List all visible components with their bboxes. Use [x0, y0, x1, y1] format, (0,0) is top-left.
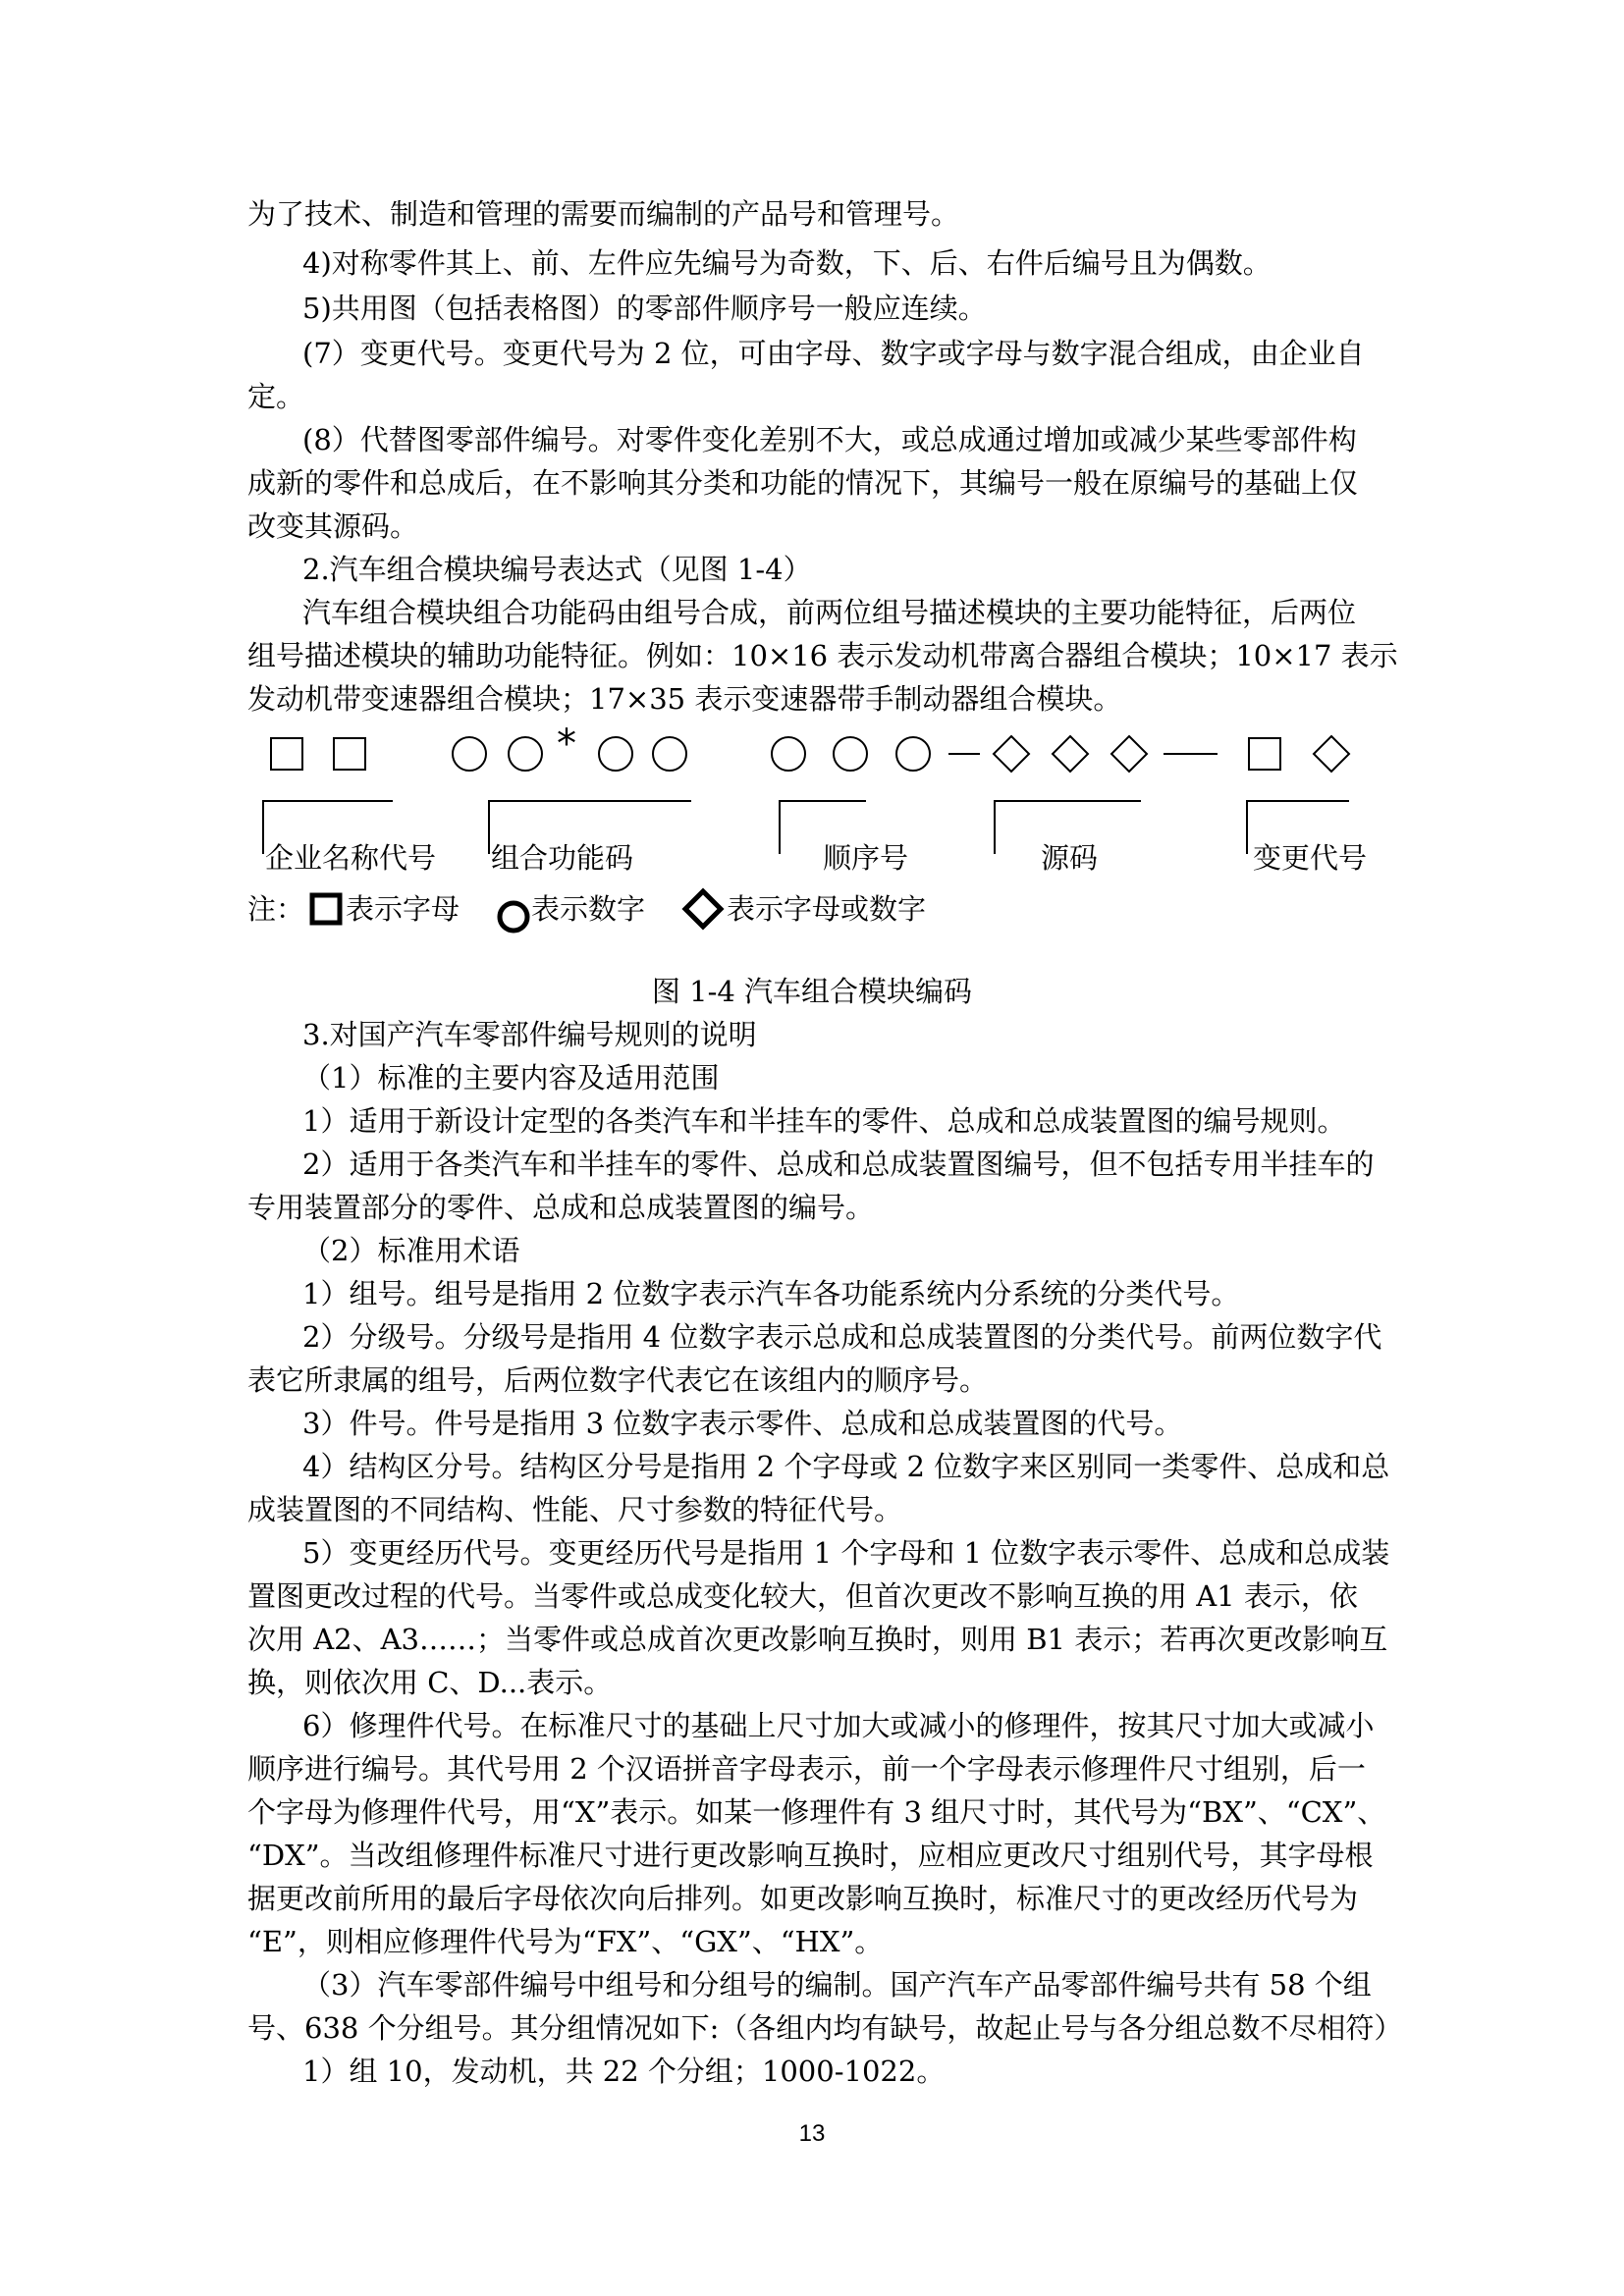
- text-line: 4)对称零件其上、前、左件应先编号为奇数，下、后、右件后编号且为偶数。: [302, 246, 1272, 280]
- text-line: 1）组号。组号是指用 2 位数字表示汽车各功能系统内分系统的分类代号。: [302, 1277, 1240, 1310]
- legend-square-icon: [312, 895, 340, 923]
- text-line: 置图更改过程的代号。当零件或总成变化较大，但首次更改不影响互换的用 A1 表示，依: [247, 1579, 1358, 1613]
- figure-1-4: [0, 0, 1624, 1008]
- legend-diamond-icon: [685, 891, 721, 927]
- label-change-code: 变更代号: [1253, 841, 1368, 875]
- text-line: 2.汽车组合模块编号表达式（见图 1-4）: [302, 553, 812, 586]
- text-line: 6）修理件代号。在标准尺寸的基础上尺寸加大或减小的修理件，按其尺寸加大或减小: [302, 1709, 1375, 1742]
- text-line: “E”，则相应修理件代号为“FX”、“GX”、“HX”。: [247, 1925, 884, 1958]
- text-line: 1）适用于新设计定型的各类汽车和半挂车的零件、总成和总成装置图的编号规则。: [302, 1104, 1346, 1138]
- figure-diagram: [0, 0, 1624, 982]
- legend-circle-icon: [500, 903, 527, 931]
- digit-circle-icon: [896, 737, 930, 771]
- alnum-diamond-icon: [1053, 736, 1088, 772]
- label-sequence-number: 顺序号: [823, 841, 909, 875]
- text-line: （3）汽车零部件编号中组号和分组号的编制。国产汽车产品零部件编号共有 58 个组: [302, 1968, 1372, 2002]
- legend-digit: 表示数字: [531, 892, 646, 926]
- text-line: 次用 A2、A3……；当零件或总成首次更改影响互换时，则用 B1 表示；若再次更改影响互: [247, 1623, 1388, 1656]
- legend-letter: 表示字母: [346, 892, 460, 926]
- note-prefix: 注：: [247, 892, 305, 926]
- text-line: 个字母为修理件代号，用“X”表示。如某一修理件有 3 组尺寸时，其代号为“BX”、“CX”、: [247, 1795, 1386, 1829]
- text-line: 汽车组合模块组合功能码由组号合成，前两位组号描述模块的主要功能特征，后两位: [302, 596, 1357, 629]
- legend-letter-or-digit: 表示字母或数字: [727, 892, 927, 926]
- text-line: 据更改前所用的最后字母依次向后排列。如更改影响互换时，标准尺寸的更改经历代号为: [247, 1882, 1359, 1915]
- text-line: 号、638 个分组号。其分组情况如下:（各组内均有缺号，故起止号与各分组总数不尽相符）: [247, 2011, 1403, 2045]
- text-line: 4）结构区分号。结构区分号是指用 2 个字母或 2 位数字来区别同一类零件、总成和总: [302, 1450, 1390, 1483]
- label-combination-code: 组合功能码: [491, 841, 634, 875]
- digit-circle-icon: [772, 737, 805, 771]
- letter-square-icon: [1249, 738, 1280, 770]
- text-line: 5)共用图（包括表格图）的零部件顺序号一般应连续。: [302, 292, 987, 325]
- text-line: 组号描述模块的辅助功能特征。例如：10×16 表示发动机带离合器组合模块；10×17 表示: [247, 639, 1398, 672]
- asterisk-symbol: *: [557, 721, 576, 767]
- digit-circle-icon: [509, 737, 542, 771]
- label-source-code: 源码: [1041, 841, 1099, 875]
- digit-circle-icon: [834, 737, 867, 771]
- digit-circle-icon: [599, 737, 632, 771]
- text-line: 定。: [247, 380, 305, 413]
- text-line: 2）分级号。分级号是指用 4 位数字表示总成和总成装置图的分类代号。前两位数字代: [302, 1320, 1382, 1354]
- text-line: (8）代替图零部件编号。对零件变化差别不大，或总成通过增加或减少某些零部件构: [302, 423, 1357, 456]
- text-line: 3）件号。件号是指用 3 位数字表示零件、总成和总成装置图的代号。: [302, 1407, 1183, 1440]
- letter-square-icon: [334, 738, 365, 770]
- text-line: 顺序进行编号。其代号用 2 个汉语拼音字母表示，前一个字母表示修理件尺寸组别，后一: [247, 1752, 1366, 1786]
- text-line: 5）变更经历代号。变更经历代号是指用 1 个字母和 1 位数字表示零件、总成和总成装: [302, 1536, 1390, 1570]
- digit-circle-icon: [653, 737, 686, 771]
- text-line: 1）组 10，发动机，共 22 个分组；1000-1022。: [302, 2055, 946, 2088]
- text-line: 表它所隶属的组号，后两位数字代表它在该组内的顺序号。: [247, 1363, 989, 1397]
- text-line: 专用装置部分的零件、总成和总成装置图的编号。: [247, 1191, 875, 1224]
- text-line: 成新的零件和总成后，在不影响其分类和功能的情况下，其编号一般在原编号的基础上仅: [247, 466, 1359, 500]
- text-line: （1）标准的主要内容及适用范围: [302, 1061, 720, 1095]
- label-company-code: 企业名称代号: [265, 841, 437, 875]
- text-line: 3.对国产汽车零部件编号规则的说明: [302, 1018, 757, 1051]
- text-line: 换，则依次用 C、D...表示。: [247, 1666, 613, 1699]
- text-line: （2）标准用术语: [302, 1234, 520, 1267]
- text-line: 发动机带变速器组合模块；17×35 表示变速器带手制动器组合模块。: [247, 682, 1122, 716]
- alnum-diamond-icon: [1314, 736, 1349, 772]
- text-line: 为了技术、制造和管理的需要而编制的产品号和管理号。: [247, 197, 960, 231]
- alnum-diamond-icon: [994, 736, 1029, 772]
- digit-circle-icon: [453, 737, 486, 771]
- text-line: 成装置图的不同结构、性能、尺寸参数的特征代号。: [247, 1493, 903, 1526]
- text-line: 改变其源码。: [247, 509, 419, 543]
- letter-square-icon: [271, 738, 302, 770]
- alnum-diamond-icon: [1111, 736, 1147, 772]
- page-number: 13: [798, 2120, 826, 2147]
- text-line: 2）适用于各类汽车和半挂车的零件、总成和总成装置图编号，但不包括专用半挂车的: [302, 1148, 1375, 1181]
- figure-caption: 图 1-4 汽车组合模块编码: [651, 975, 973, 1008]
- text-line: (7）变更代号。变更代号为 2 位，可由字母、数字或字母与数字混合组成，由企业自: [302, 337, 1365, 370]
- text-line: “DX”。当改组修理件标准尺寸进行更改影响互换时，应相应更改尺寸组别代号，其字母根: [247, 1839, 1374, 1872]
